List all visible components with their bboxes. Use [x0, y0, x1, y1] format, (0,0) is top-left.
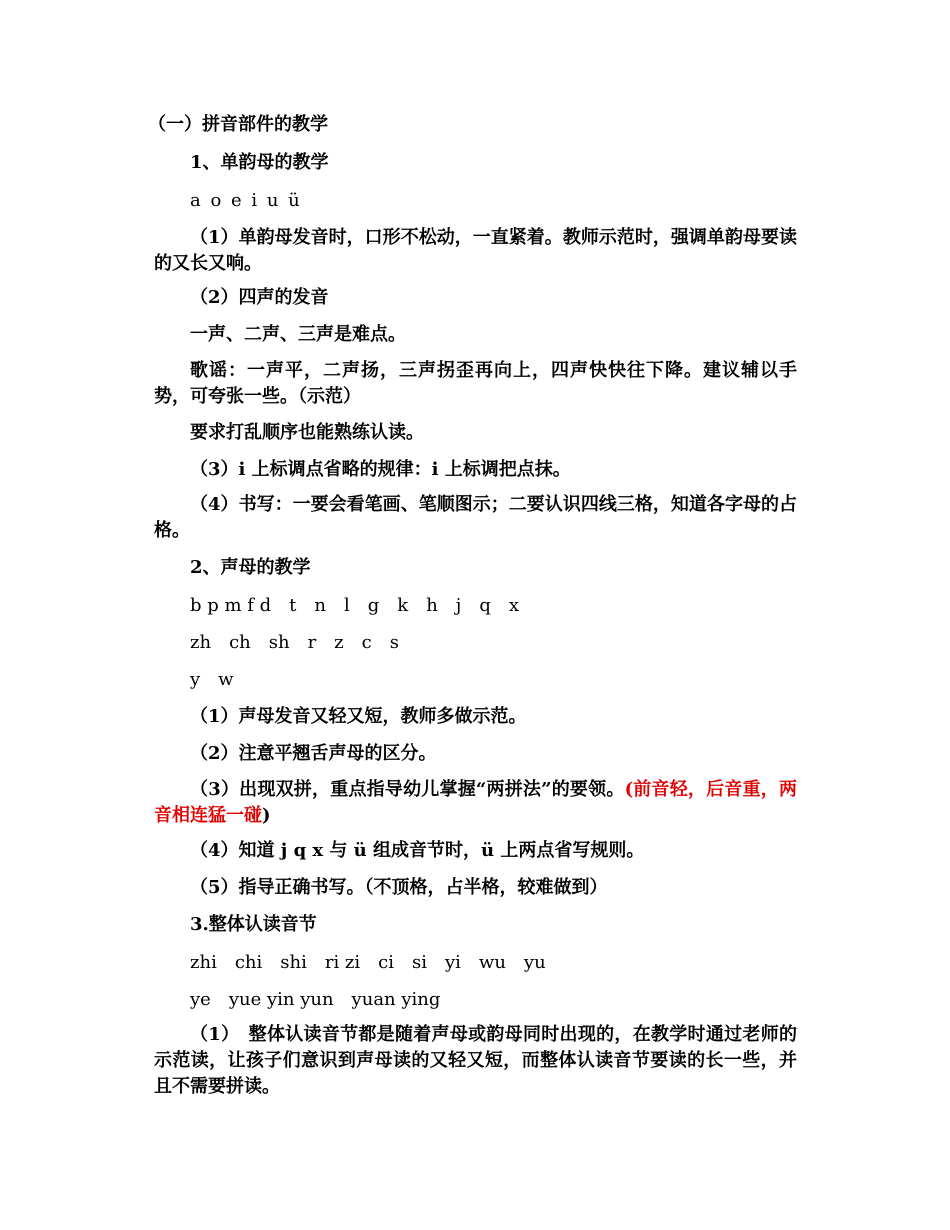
part1-line-c: 要求打乱顺序也能熟练认读。 — [190, 422, 424, 443]
part2-heading: 2、声母的教学 — [190, 557, 311, 578]
part2-item2: （2）注意平翘舌声母的区分。 — [190, 743, 437, 764]
consonant-row-2: zh ch sh r z c s — [190, 632, 399, 653]
vowel-letters: a o e i u ü — [190, 190, 300, 211]
part3-heading: 3.整体认读音节 — [190, 914, 317, 935]
part2-item3-end: ) — [262, 805, 271, 826]
section-title: （一）拼音部件的教学 — [148, 114, 328, 135]
part2-item3-main: （3）出现双拼，重点指导幼儿掌握“两拼法”的要领。 — [190, 779, 625, 800]
part2-item3 — [154, 777, 797, 829]
syllable-row-2: ye yue yin yun yuan ying — [190, 989, 441, 1010]
part1-item4: （4）书写：一要会看笔画、笔顺图示；二要认识四线三格，知道各字母的占格。 — [154, 494, 797, 541]
part1-item1: （1）单韵母发音时，口形不松动，一直紧着。教师示范时，强调单韵母要读的又长又响。 — [154, 227, 797, 274]
part1-line-b: 歌谣：一声平，二声扬，三声拐歪再向上，四声快快往下降。建议辅以手势，可夸张一些。（示范） — [154, 360, 797, 407]
consonant-row-1: b p m f d t n l g k h j q x — [190, 595, 520, 616]
part3-item1: （1） 整体认读音节都是随着声母或韵母同时出现的，在教学时通过老师的示范读，让孩子们意识到声母读的又轻又短，而整体认读音节要读的长一些，并且不需要拼读。 — [154, 1024, 797, 1097]
part2-item3-emphasis: (前音轻，后音重，两音相连猛一碰 — [154, 779, 797, 826]
part1-heading: 1、单韵母的教学 — [190, 152, 329, 173]
part2-item1: （1）声母发音又轻又短，教师多做示范。 — [190, 706, 527, 727]
syllable-row-1: zhi chi shi ri zi ci si yi wu yu — [190, 952, 546, 973]
part2-item5: （5）指导正确书写。（不顶格，占半格，较难做到） — [190, 877, 608, 898]
part1-item3: （3）i 上标调点省略的规律：i 上标调把点抹。 — [190, 459, 571, 480]
consonant-row-3: y w — [190, 669, 234, 690]
part1-line-a: 一声、二声、三声是难点。 — [190, 324, 406, 345]
part1-item2: （2）四声的发音 — [190, 287, 329, 308]
part2-item4: （4）知道 j q x 与 ü 组成音节时，ü 上两点省写规则。 — [190, 840, 645, 861]
